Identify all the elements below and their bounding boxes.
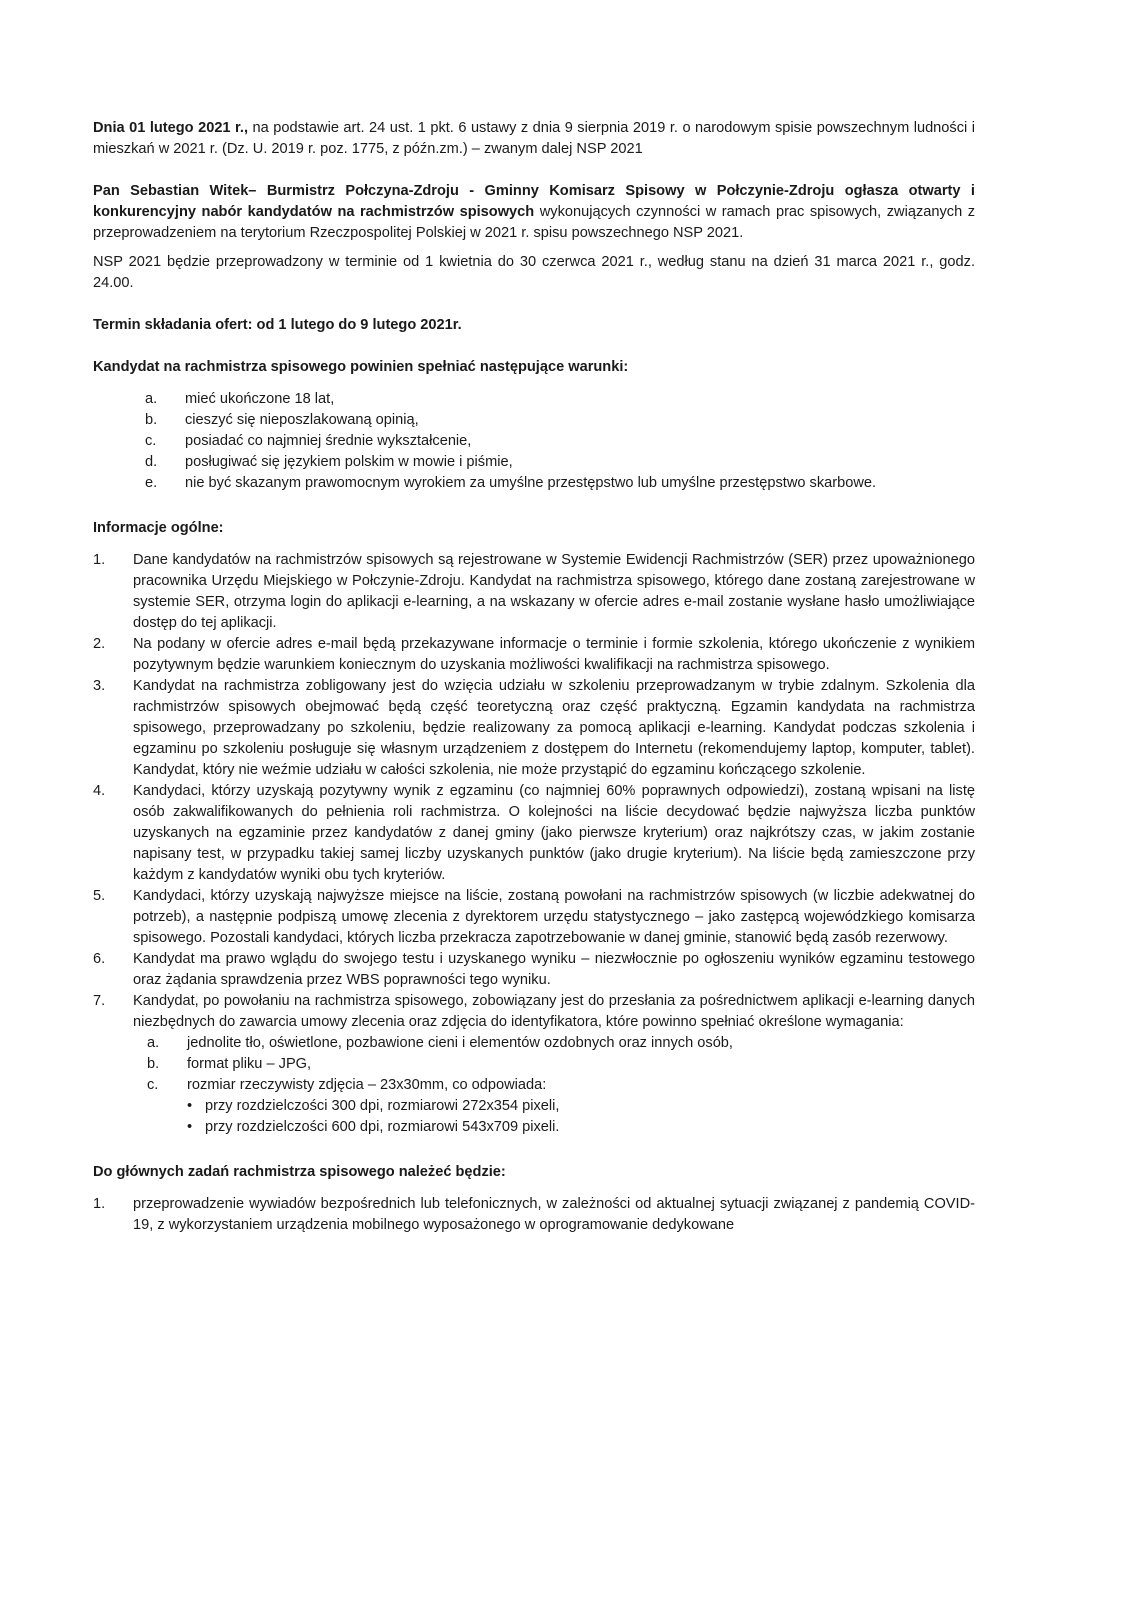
intro-date: Dnia 01 lutego 2021 r.,: [93, 120, 249, 136]
announcement-paragraph: [93, 181, 975, 244]
list-item: 7. Kandydat, po powołaniu na rachmistrza spisowego, zobowiązany jest do przesłania za pośrednictwem aplikacji e-learning danych niezbędnych do zawarcia umowy zlecenia oraz zdjęcia do identyfikatora, które powinno spełniać określone wymagania: a. jednolite tło, oświetlone, pozbawione cieni i elementów ozdobnych oraz innych osób, b. format pliku – JPG, c. rozmiar rzeczywisty zdjęcia – 23x30mm, co odpowiada: • przy rozdzielczości 300 dpi, rozmiarowi 272x354 pixeli, • przy rozdzielczości 600 dpi, rozmiarowi 543x709 pixeli.: [93, 991, 975, 1138]
intro-paragraph: [93, 118, 975, 160]
list-item: 4. Kandydaci, którzy uzyskają pozytywny wynik z egzaminu (co najmniej 60% poprawnych odpowiedzi), zostaną wpisani na listę osób zakwalifikowanych do pełnienia roli rachmistrza. O kolejności na liście decydować będzie najwyższa liczba punktów uzyskanych na egzaminie przez kandydatów z danej gminy (jako pierwsze kryterium) oraz najkrótszy czas, w jakim zostanie napisany test, w przypadku takiej samej liczby uzyskanych punktów (jako drugie kryterium). Na liście będą zamieszczone przy każdym z kandydatów wyniki obu tych kryteriów.: [93, 783, 975, 883]
duties-list: [93, 1194, 975, 1236]
resolution-list: [133, 1096, 975, 1138]
list-item: a. mieć ukończone 18 lat,: [145, 391, 335, 407]
list-item: 6. Kandydat ma prawo wglądu do swojego testu i uzyskanego wyniku – niezwłocznie po ogłoszeniu wyników egzaminu testowego oraz żądania sprawdzenia przez WBS poprawności tego wyniku.: [93, 951, 975, 988]
intro-text: na podstawie art. 24 ust. 1 pkt. 6 ustawy z dnia 9 sierpnia 2019 r. o narodowym spisie powszechnym ludności i mieszkań w 2021 r. (Dz. U. 2019 r. poz. 1775, z późn.zm.) – zwanym dalej NSP 2021: [93, 120, 975, 157]
list-item: b. cieszyć się nieposzlakowaną opinią,: [145, 412, 419, 428]
list-item: b. format pliku – JPG,: [147, 1056, 312, 1072]
list-item: d. posługiwać się językiem polskim w mowie i piśmie,: [145, 454, 513, 470]
list-item: 5. Kandydaci, którzy uzyskają najwyższe miejsce na liście, zostaną powołani na rachmistrzów spisowych (w liczbie adekwatnej do potrzeb), a następnie podpiszą umowę zlecenia z dyrektorem urzędu statystycznego – jako zastępcą wojewódzkiego komisarza spisowego. Pozostali kandydaci, których liczba przekracza zapotrzebowanie w danej gminie, stanowić będą zasób rezerwowy.: [93, 888, 975, 946]
list-item: e. nie być skazanym prawomocnym wyrokiem za umyślne przestępstwo lub umyślne przestępstwo skarbowe.: [145, 475, 877, 491]
general-info-heading: Informacje ogólne:: [93, 520, 224, 536]
list-item: 1. Dane kandydatów na rachmistrzów spisowych są rejestrowane w Systemie Ewidencji Rachmistrzów (SER) przez upoważnionego pracownika Urzędu Miejskiego w Połczynie-Zdroju. Kandydat na rachmistrza spisowego, którego dane zostaną zarejestrowane w systemie SER, otrzyma login do aplikacji e-learning, a na wskazany w ofercie adres e-mail zostanie wysłane hasło umożliwiające dostęp do tej aplikacji.: [93, 552, 975, 631]
census-dates: NSP 2021 będzie przeprowadzony w terminie od 1 kwietnia do 30 czerwca 2021 r., według stanu na dzień 31 marca 2021 r., godz. 24.00.: [93, 254, 975, 291]
list-item: • przy rozdzielczości 300 dpi, rozmiarowi 272x354 pixeli,: [187, 1096, 975, 1117]
bullet-icon: •: [187, 1119, 193, 1135]
list-item-body: Kandydat, po powołaniu na rachmistrza spisowego, zobowiązany jest do przesłania za pośrednictwem aplikacji e-learning danych niezbędnych do zawarcia umowy zlecenia oraz zdjęcia do identyfikatora, które powinno spełniać określone wymagania: a. jednolite tło, oświetlone, pozbawione cieni i elementów ozdobnych oraz innych osób, b. format pliku – JPG, c. rozmiar rzeczywisty zdjęcia – 23x30mm, co odpowiada: • przy rozdzielczości 300 dpi, rozmiarowi 272x354 pixeli, • przy rozdzielczości 600 dpi, rozmiarowi 543x709 pixeli.: [133, 991, 975, 1138]
duties-heading: Do głównych zadań rachmistrza spisowego należeć będzie:: [93, 1164, 506, 1180]
list-item: 1. przeprowadzenie wywiadów bezpośrednich lub telefonicznych, w zależności od aktualnej sytuacji związanej z pandemią COVID-19, z wykorzystaniem urządzenia mobilnego wyposażonego w oprogramowanie dedykowane: [93, 1196, 975, 1233]
list-item: 2. Na podany w ofercie adres e-mail będą przekazywane informacje o terminie i formie szkolenia, którego ukończenie z wynikiem pozytywnym będzie warunkiem koniecznym do uzyskania możliwości kwalifikacji na rachmistrza spisowego.: [93, 636, 975, 673]
bullet-icon: •: [187, 1098, 193, 1114]
general-info-list: [93, 550, 975, 1138]
photo-requirements-list: [133, 1033, 975, 1096]
deadline: Termin składania ofert: od 1 lutego do 9 lutego 2021r.: [93, 317, 462, 333]
list-item: • przy rozdzielczości 600 dpi, rozmiarowi 543x709 pixeli.: [187, 1117, 975, 1138]
list-item: 3. Kandydat na rachmistrza zobligowany jest do wzięcia udziału w szkoleniu przeprowadzanym w trybie zdalnym. Szkolenia dla rachmistrzów spisowych obejmować będą część teoretyczną oraz część praktyczną. Egzamin kandydata na rachmistrza spisowego, przeprowadzany po szkoleniu, będzie realizowany za pomocą aplikacji e-learning. Kandydat podczas szkolenia i egzaminu po szkoleniu posługuje się własnym urządzeniem z dostępem do Internetu (rekomendujemy laptop, komputer, tablet). Kandydat, który nie weźmie udziału w całości szkolenia, nie może przystąpić do egzaminu kończącego szkolenie.: [93, 678, 975, 778]
list-item: c. posiadać co najmniej średnie wykształcenie,: [145, 433, 472, 449]
list-item: c. rozmiar rzeczywisty zdjęcia – 23x30mm, co odpowiada:: [147, 1077, 547, 1093]
requirements-list: [93, 389, 975, 494]
requirements-heading: Kandydat na rachmistrza spisowego powinien spełniać następujące warunki:: [93, 359, 629, 375]
announcement-rest: wykonujących czynności w ramach prac spisowych, związanych z przeprowadzeniem na terytorium Rzeczpospolitej Polskiej w 2021 r. spisu powszechnego NSP 2021.: [93, 204, 976, 241]
announcement-bold: Pan Sebastian Witek– Burmistrz Połczyna-Zdroju - Gminny Komisarz Spisowy w Połczynie-Zdroju ogłasza otwarty i konkurencyjny nabór kandydatów na rachmistrzów spisowych: [93, 183, 975, 220]
list-item: a. jednolite tło, oświetlone, pozbawione cieni i elementów ozdobnych oraz innych osób,: [147, 1035, 733, 1051]
